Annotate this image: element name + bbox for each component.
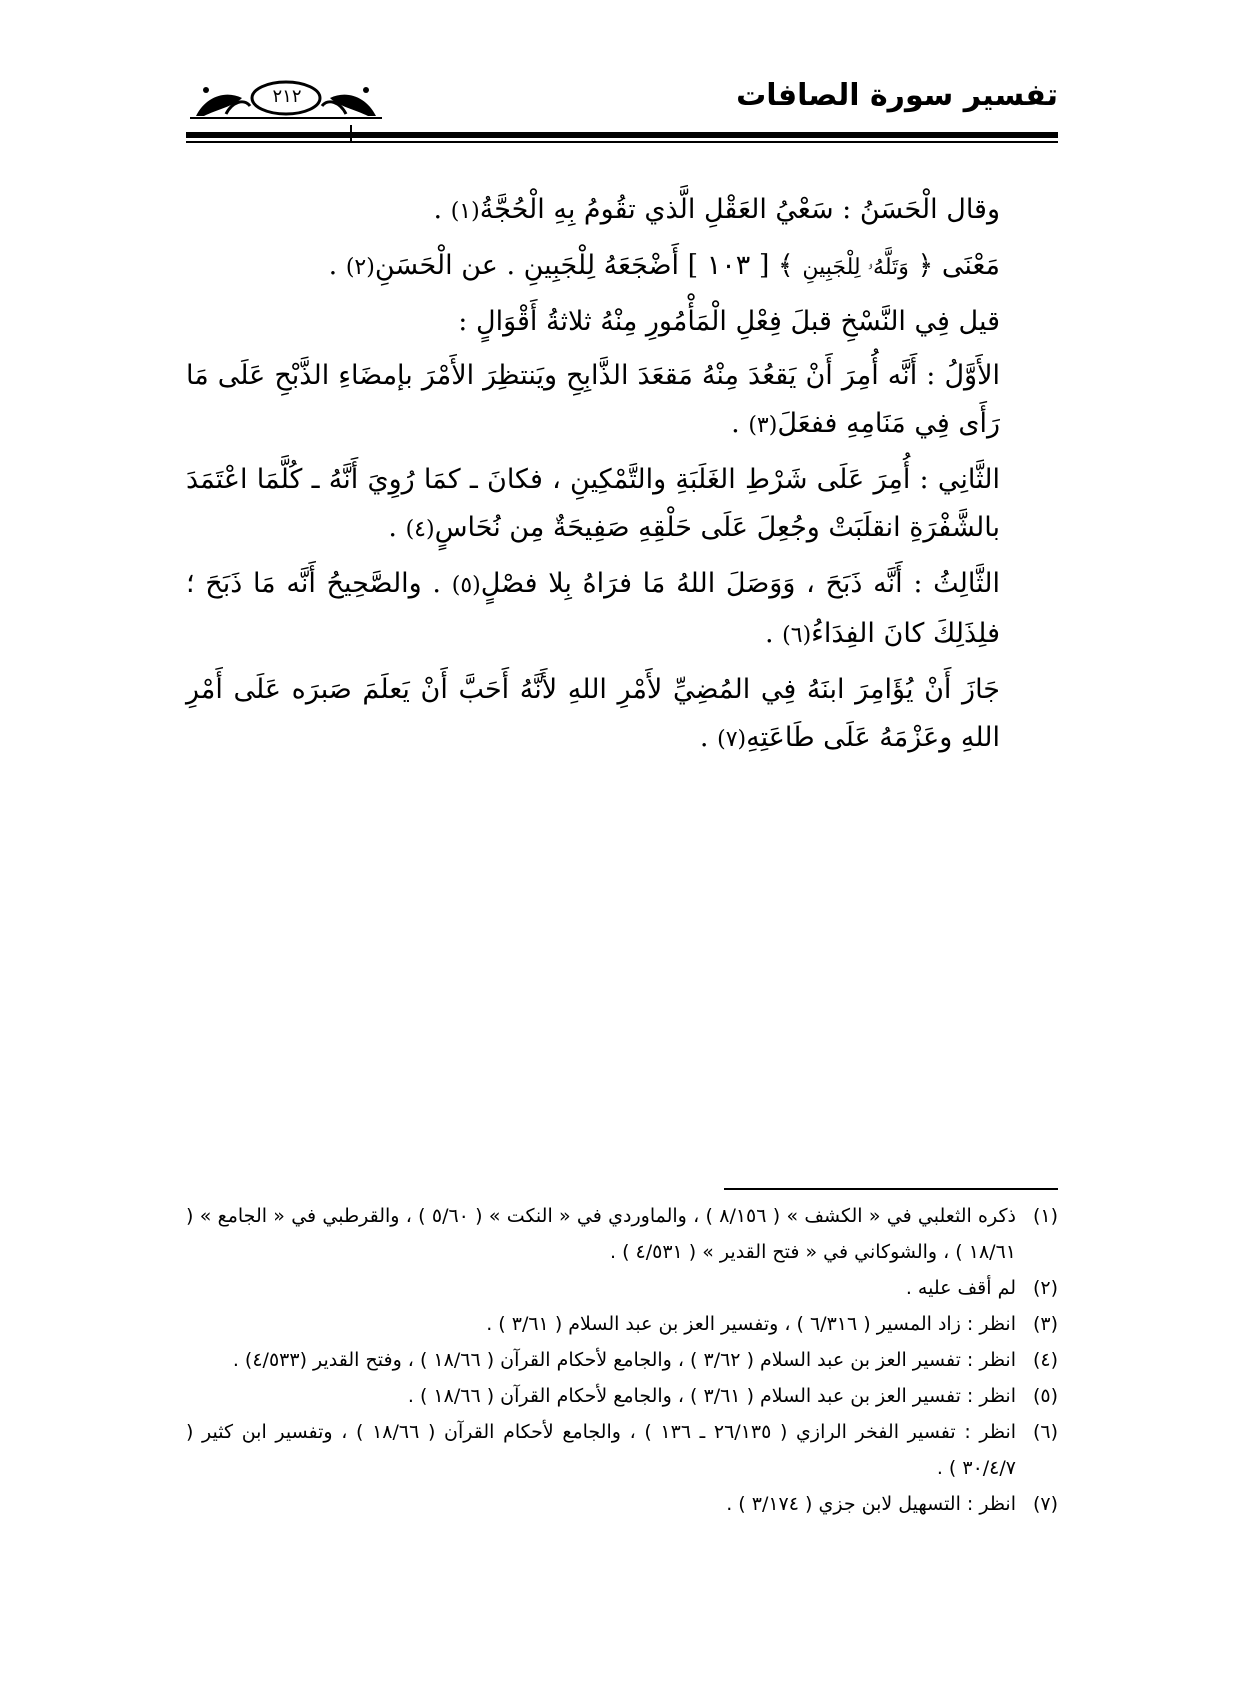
paragraph <box>186 456 1058 554</box>
footnote <box>186 1198 1058 1270</box>
footnote-ref: (٢) <box>345 255 375 280</box>
page-title: تفسير سورة الصافات <box>736 78 1058 113</box>
text-segment: الثَّانِي : أُمِرَ عَلَى شَرْطِ الغَلَبَةِ والتَّمْكِينِ ، فكانَ ـ كمَا رُوِيَ أَنَّهُ ـ كُلَّمَا اعْتَمَدَ بالشَّفْرَةِ انقلَبَتْ وجُعِلَ عَلَى حَلْقِهِ صَفِيحَةٌ مِن نُحَاسٍ <box>186 464 1000 543</box>
footnote-number: (١) <box>1032 1205 1058 1227</box>
footnote-number: (٦) <box>1032 1421 1058 1443</box>
page-header <box>186 64 1058 134</box>
footnote-ref: (٣) <box>748 413 778 438</box>
footnote-text: انظر : التسهيل لابن جزي ( ٣/١٧٤ ) . <box>726 1493 1016 1515</box>
footnote <box>186 1342 1058 1378</box>
text-segment: . والصَّحِيحُ أَنَّه مَا ذَبَحَ ؛ فلِذَلِكَ كانَ الفِدَاءُ <box>186 568 1000 649</box>
footnote-number: (٣) <box>1032 1313 1058 1335</box>
footnote-text: لم أقف عليه . <box>905 1277 1016 1299</box>
footnote-ref: (٥) <box>451 573 481 598</box>
header-rule-thin <box>186 141 1058 143</box>
footnote <box>186 1306 1058 1342</box>
quran-verse: وَتَلَّهُۥ لِلْجَبِينِ <box>802 255 909 280</box>
footnote-text: ذكره الثعلبي في « الكشف » ( ٨/١٥٦ ) ، والماوردي في « النكت » ( ٥/٦٠ ) ، والقرطبي في « الجامع » ( ١٨/٦١ ) ، والشوكاني في « فتح القدير » ( ٤/٥٣١ ) . <box>186 1205 1016 1263</box>
text-segment: . <box>328 250 346 281</box>
text-segment: . <box>433 194 451 225</box>
text-segment: مَعْنَى ﴿ <box>908 250 1000 281</box>
footnote <box>186 1270 1058 1306</box>
footnote-text: انظر : تفسير العز بن عبد السلام ( ٣/٦٢ ) ، والجامع لأحكام القرآن ( ١٨/٦٦ ) ، وفتح القدير (٤/٥٣٣) . <box>232 1349 1016 1371</box>
footnote-number: (٢) <box>1032 1277 1058 1299</box>
text-segment: . <box>699 722 718 753</box>
paragraph <box>186 298 1058 346</box>
paragraph <box>186 186 1058 236</box>
header-rule-thick <box>186 132 1058 138</box>
footnotes <box>186 1198 1058 1522</box>
text-segment: . <box>731 408 749 439</box>
text-segment: الثَّالِثُ : أَنَّه ذَبَحَ ، وَوَصَلَ اللهُ مَا فرَاهُ بِلا فصْلٍ <box>480 568 1000 599</box>
footnote <box>186 1486 1058 1522</box>
footnote-number: (٤) <box>1032 1349 1058 1371</box>
footnote-ref: (٧) <box>717 727 747 752</box>
footnote-text: انظر : تفسير الفخر الرازي ( ٢٦/١٣٥ ـ ١٣٦ ) ، والجامع لأحكام القرآن ( ١٨/٦٦ ) ، وتفسير ابن كثير ( ٣٠/٤/٧ ) . <box>186 1421 1017 1479</box>
footnote-number: (٥) <box>1032 1385 1058 1407</box>
text-segment: . <box>388 512 406 543</box>
text-segment: ﴾ [ ١٠٣ ] أَضْجَعَهُ لِلْجَبِينِ . عن الْحَسَنِ <box>374 250 803 281</box>
paragraph <box>186 352 1058 450</box>
footnote-number: (٧) <box>1032 1493 1058 1515</box>
footnote-text: انظر : تفسير العز بن عبد السلام ( ٣/٦١ ) ، والجامع لأحكام القرآن ( ١٨/٦٦ ) . <box>407 1385 1016 1407</box>
paragraph <box>186 666 1058 764</box>
paragraph <box>186 560 1058 660</box>
footnote-ref: (١) <box>450 199 480 224</box>
footnote <box>186 1378 1058 1414</box>
footnote <box>186 1414 1058 1486</box>
main-text <box>186 186 1058 770</box>
page-number: ٢١٢ <box>272 86 302 107</box>
footnote-text: انظر : زاد المسير ( ٦/٣١٦ ) ، وتفسير العز بن عبد السلام ( ٣/٦١ ) . <box>486 1313 1016 1335</box>
footnote-separator <box>724 1188 1058 1190</box>
footnote-ref: (٤) <box>405 517 435 542</box>
text-segment: الأَوَّلُ : أَنَّه أُمِرَ أَنْ يَقعُدَ مِنْهُ مَقعَدَ الذَّابِحِ ويَنتظِرَ الأَمْرَ بإمضَاءِ الذَّبْحِ عَلَى مَا رَأَى فِي مَنَامِهِ ففعَلَ <box>186 360 1000 439</box>
text-segment: . <box>764 618 783 649</box>
text-segment: وقال الْحَسَنُ : سَعْيُ العَقْلِ الَّذي تقُومُ بِهِ الْحُجَّةُ <box>479 194 1000 225</box>
paragraph <box>186 242 1058 292</box>
text-segment: جَازَ أَنْ يُؤَامِرَ ابنَهُ فِي المُضِيِّ لأَمْرِ اللهِ لأَنَّهُ أَحَبَّ أَنْ يَعلَمَ صَبرَه عَلَى أَمْرِ اللهِ وعَزْمَهُ عَلَى طَاعَتِهِ <box>186 674 1000 753</box>
footnote-ref: (٦) <box>782 623 812 648</box>
text-segment: قيل فِي النَّسْخِ قبلَ فِعْلِ الْمَأْمُورِ مِنْهُ ثلاثةُ أَقْوَالٍ : <box>458 306 1000 337</box>
